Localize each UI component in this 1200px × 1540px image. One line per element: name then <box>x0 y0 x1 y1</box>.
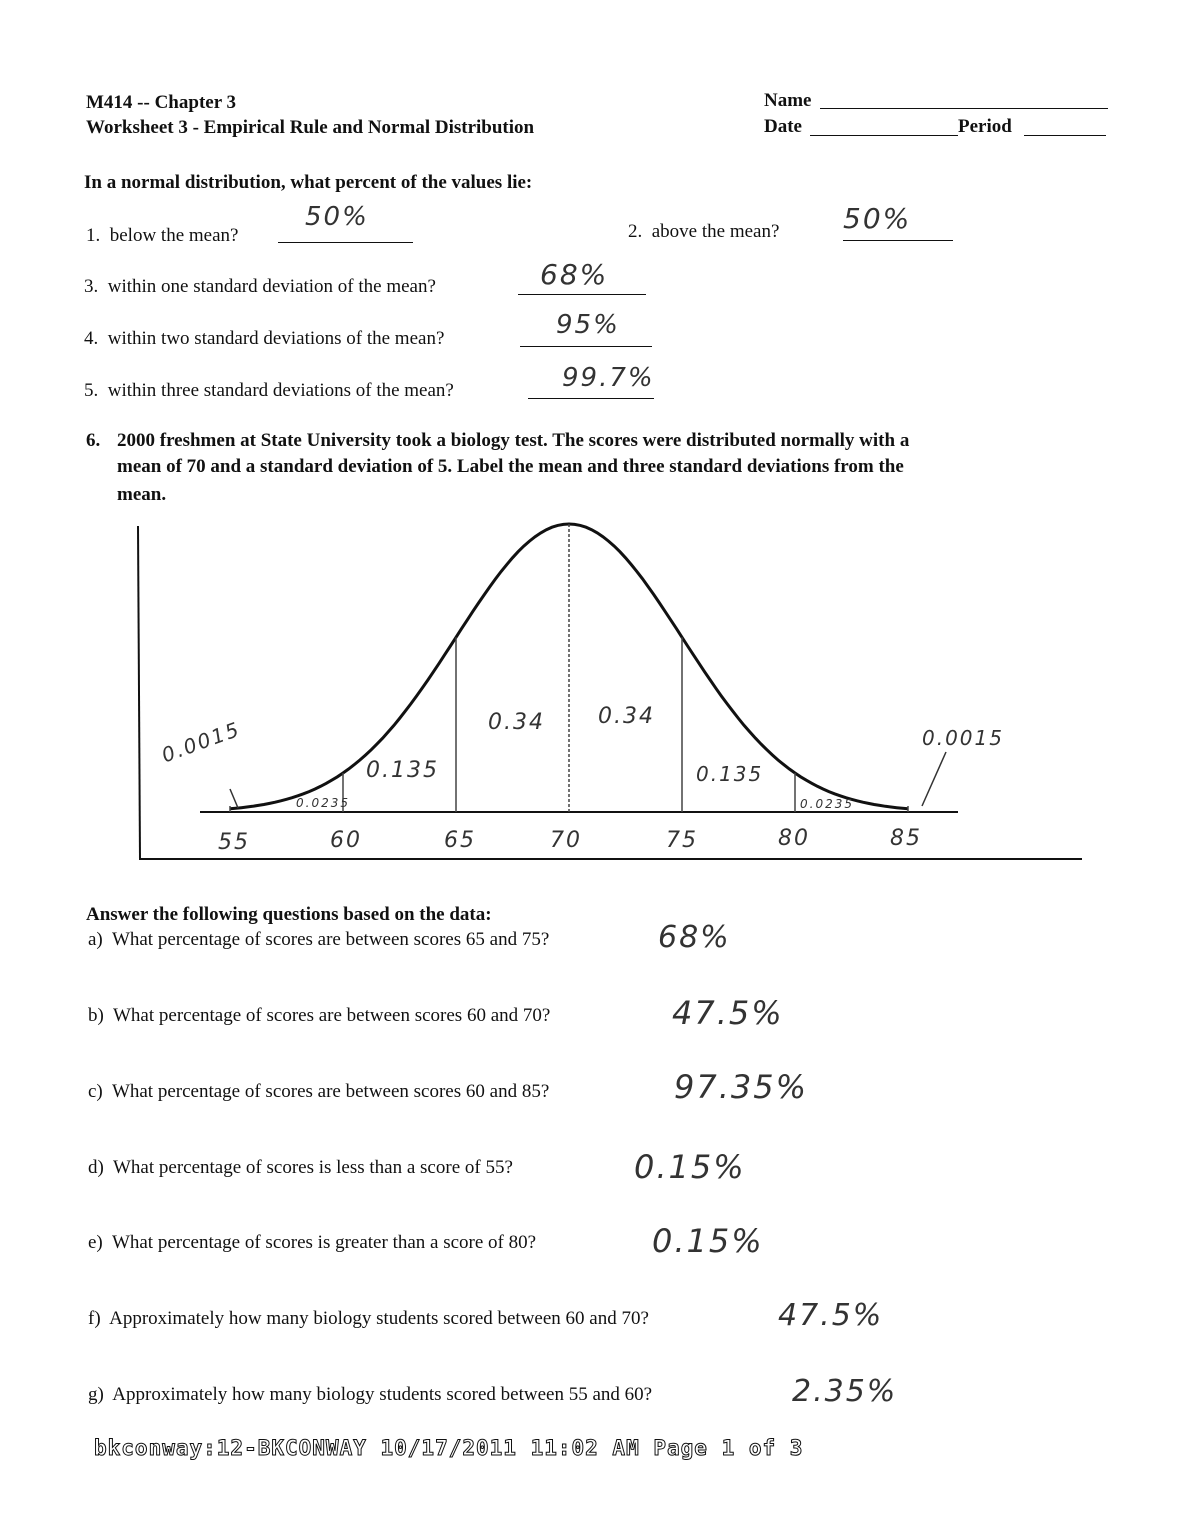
question-text: above the mean? <box>651 221 780 242</box>
answers-heading: Answer the following questions based on the data: <box>86 904 492 925</box>
question-number: 1. <box>86 225 101 246</box>
question-text: within two standard deviations of the mean? <box>107 328 445 349</box>
far-right-pointer <box>922 752 946 806</box>
question-text: What percentage of scores are between scores 60 and 70? <box>113 1005 551 1026</box>
question-text: within one standard deviation of the mean? <box>107 276 436 297</box>
standard-deviation-lines <box>230 524 908 812</box>
region-label-left-mid: 0.135 <box>366 758 439 783</box>
handwritten-answer: 47.5% <box>672 994 784 1032</box>
print-footer: bkconway:12-BKCONWAY 10/17/2011 11:02 AM Page 1 of 3 <box>94 1436 804 1460</box>
handwritten-answer: 50% <box>305 202 369 232</box>
region-label-right-tail: 0.0235 <box>800 797 854 811</box>
handwritten-answer: 99.7% <box>562 363 655 393</box>
problem-6-line-3: mean. <box>117 484 167 505</box>
problem-6-line-1: 2000 freshmen at State University took a biology test. The scores were distributed normally with a <box>117 430 910 451</box>
intro-text: In a normal distribution, what percent of the values lie: <box>84 172 533 193</box>
handwritten-answer: 68% <box>658 920 731 955</box>
question-letter: c) <box>88 1081 103 1102</box>
question-number: 5. <box>84 380 99 401</box>
data-question-f <box>88 1308 649 1330</box>
question-letter: d) <box>88 1157 104 1178</box>
handwritten-answer: 68% <box>540 258 609 291</box>
worksheet-title: Worksheet 3 - Empirical Rule and Normal Distribution <box>86 117 535 138</box>
date-label: Date <box>764 116 802 137</box>
handwritten-answer: 50% <box>843 202 912 235</box>
region-label-left-tail: 0.0235 <box>296 796 350 810</box>
question-text: What percentage of scores are between scores 60 and 85? <box>111 1081 550 1102</box>
question-letter: g) <box>88 1384 104 1405</box>
question-number: 3. <box>84 276 99 297</box>
question-text: within three standard deviations of the mean? <box>107 380 454 401</box>
question-letter: b) <box>88 1005 104 1026</box>
axis-label-85: 85 <box>890 826 922 851</box>
region-label-center-right: 0.34 <box>598 704 655 729</box>
question-letter: f) <box>88 1308 101 1329</box>
region-label-far-right: 0.0015 <box>922 726 1004 750</box>
region-label-far-left: 0.0015 <box>158 716 244 768</box>
handwritten-answer: 95% <box>556 310 620 340</box>
problem-6-number: 6. <box>86 430 101 451</box>
axis-label-75: 75 <box>666 828 698 853</box>
axis-label-65: 65 <box>444 828 476 853</box>
handwritten-answer: 0.15% <box>634 1148 746 1186</box>
name-label: Name <box>764 90 812 111</box>
question-letter: e) <box>88 1232 103 1253</box>
handwritten-answer: 97.35% <box>674 1068 809 1106</box>
far-left-pointer <box>230 789 238 808</box>
data-question-e <box>88 1232 536 1254</box>
axis-label-80: 80 <box>778 826 810 851</box>
axis-label-55: 55 <box>218 830 250 855</box>
handwritten-answer: 47.5% <box>778 1298 884 1333</box>
figure-left-border <box>138 526 140 860</box>
question-number: 4. <box>84 328 99 349</box>
question-text: Approximately how many biology students scored between 60 and 70? <box>109 1308 649 1329</box>
question-text: What percentage of scores is less than a score of 55? <box>113 1157 513 1178</box>
data-question-d <box>88 1157 513 1179</box>
course-label: M414 -- Chapter 3 <box>86 92 237 113</box>
axis-label-60: 60 <box>330 828 362 853</box>
period-label: Period <box>958 116 1012 137</box>
data-question-c <box>88 1081 549 1103</box>
data-question-a <box>88 929 549 951</box>
question-text: What percentage of scores are between scores 65 and 75? <box>111 929 550 950</box>
question-letter: a) <box>88 929 103 950</box>
handwritten-answer: 2.35% <box>792 1374 898 1409</box>
data-question-g <box>88 1384 652 1406</box>
question-text: below the mean? <box>109 225 239 246</box>
problem-6-line-2: mean of 70 and a standard deviation of 5. Label the mean and three standard deviations from the <box>117 456 904 477</box>
question-text: Approximately how many biology students scored between 55 and 60? <box>112 1384 653 1405</box>
handwritten-answer: 0.15% <box>652 1222 764 1260</box>
question-number: 2. <box>628 221 643 242</box>
region-label-right-mid: 0.135 <box>696 762 764 786</box>
question-text: What percentage of scores is greater than a score of 80? <box>111 1232 537 1253</box>
data-question-b <box>88 1005 550 1027</box>
axis-label-70: 70 <box>550 828 582 853</box>
region-label-center-left: 0.34 <box>488 710 545 735</box>
